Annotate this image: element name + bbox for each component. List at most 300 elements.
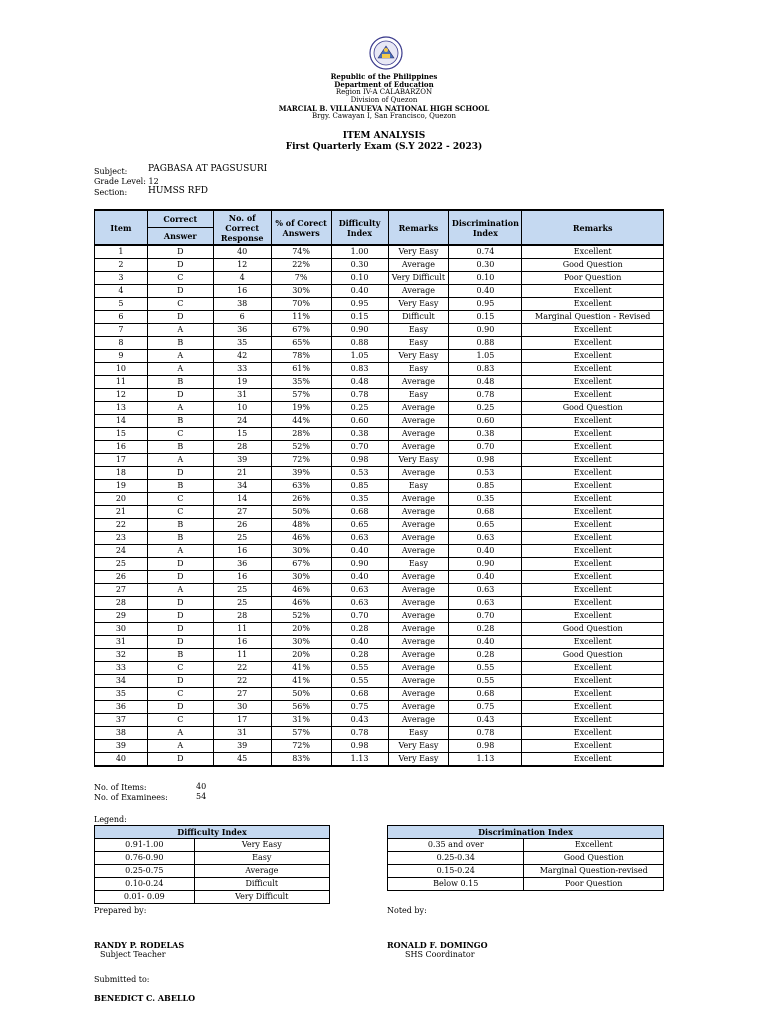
section-label: Section: [94, 188, 128, 197]
subject-label: Subject: [94, 167, 128, 176]
submitted-to-label: Submitted to: [94, 975, 150, 984]
table-row [95, 298, 664, 311]
cell-difficulty: 0.25 [331, 402, 388, 415]
table-row [95, 545, 664, 558]
cell-item: 32 [95, 649, 148, 662]
cell-no-correct: 35 [213, 337, 271, 350]
discrimination-legend-range: 0.15-0.24 [388, 865, 524, 878]
cell-correct-answer: C [147, 428, 213, 441]
col-header-no-correct: No. of Correct Response [213, 210, 271, 245]
cell-percent: 30% [271, 571, 331, 584]
cell-percent: 50% [271, 506, 331, 519]
discrimination-legend-description: Good Question [524, 852, 664, 865]
cell-item: 12 [95, 389, 148, 402]
cell-no-correct: 16 [213, 285, 271, 298]
cell-difficulty: 0.75 [331, 701, 388, 714]
table-row [95, 402, 664, 415]
cell-percent: 28% [271, 428, 331, 441]
cell-no-correct: 16 [213, 636, 271, 649]
table-row [95, 441, 664, 454]
difficulty-legend-range: 0.76-0.90 [95, 852, 195, 865]
cell-item: 39 [95, 740, 148, 753]
cell-remarks: Very Easy [388, 753, 449, 767]
cell-remarks-2: Excellent [522, 636, 664, 649]
cell-percent: 11% [271, 311, 331, 324]
cell-difficulty: 0.55 [331, 662, 388, 675]
cell-no-correct: 21 [213, 467, 271, 480]
table-row [95, 245, 664, 259]
table-row [95, 558, 664, 571]
cell-difficulty: 0.40 [331, 545, 388, 558]
cell-remarks: Average [388, 441, 449, 454]
cell-percent: 57% [271, 389, 331, 402]
table-row [95, 701, 664, 714]
cell-item: 9 [95, 350, 148, 363]
cell-discrimination: 0.53 [449, 467, 522, 480]
col-header-discrimination: Discrimination Index [449, 210, 522, 245]
difficulty-legend-description: Very Easy [194, 839, 329, 852]
difficulty-legend-description: Difficult [194, 878, 329, 891]
cell-remarks-2: Excellent [522, 688, 664, 701]
difficulty-legend-description: Very Difficult [194, 891, 329, 904]
discrimination-legend-range: 0.25-0.34 [388, 852, 524, 865]
cell-remarks-2: Excellent [522, 532, 664, 545]
cell-item: 14 [95, 415, 148, 428]
col-header-correct-bottom: Answer [148, 227, 213, 241]
discrimination-legend-table [387, 825, 664, 891]
cell-discrimination: 0.40 [449, 545, 522, 558]
table-row [95, 675, 664, 688]
cell-correct-answer: B [147, 337, 213, 350]
difficulty-legend-row [95, 852, 330, 865]
cell-item: 22 [95, 519, 148, 532]
subject-value: PAGBASA AT PAGSUSURI [148, 164, 268, 174]
cell-no-correct: 36 [213, 558, 271, 571]
page-subtitle: First Quarterly Exam (S.Y 2022 - 2023) [285, 142, 483, 152]
cell-difficulty: 0.63 [331, 597, 388, 610]
table-row [95, 610, 664, 623]
cell-difficulty: 0.95 [331, 298, 388, 311]
cell-discrimination: 0.55 [449, 675, 522, 688]
difficulty-legend-description: Easy [194, 852, 329, 865]
cell-percent: 20% [271, 623, 331, 636]
cell-no-correct: 45 [213, 753, 271, 767]
cell-difficulty: 0.40 [331, 636, 388, 649]
table-row [95, 272, 664, 285]
cell-correct-answer: D [147, 675, 213, 688]
cell-percent: 30% [271, 545, 331, 558]
cell-discrimination: 0.48 [449, 376, 522, 389]
cell-discrimination: 0.63 [449, 532, 522, 545]
cell-percent: 30% [271, 636, 331, 649]
cell-remarks: Average [388, 649, 449, 662]
noted-by-role: SHS Coordinator [405, 950, 475, 959]
cell-difficulty: 0.55 [331, 675, 388, 688]
cell-difficulty: 0.30 [331, 259, 388, 272]
cell-remarks-2: Excellent [522, 298, 664, 311]
cell-percent: 67% [271, 324, 331, 337]
cell-difficulty: 0.28 [331, 623, 388, 636]
cell-no-correct: 16 [213, 545, 271, 558]
cell-remarks-2: Excellent [522, 571, 664, 584]
cell-no-correct: 28 [213, 441, 271, 454]
header-address: Brgy. Cawayan I, San Francisco, Quezon [312, 112, 456, 120]
cell-item: 38 [95, 727, 148, 740]
cell-percent: 78% [271, 350, 331, 363]
cell-remarks: Average [388, 259, 449, 272]
cell-difficulty: 0.63 [331, 584, 388, 597]
cell-no-correct: 26 [213, 519, 271, 532]
cell-discrimination: 0.60 [449, 415, 522, 428]
cell-difficulty: 0.53 [331, 467, 388, 480]
cell-correct-answer: A [147, 584, 213, 597]
cell-difficulty: 0.90 [331, 558, 388, 571]
table-row [95, 571, 664, 584]
cell-no-correct: 38 [213, 298, 271, 311]
table-row [95, 285, 664, 298]
cell-no-correct: 27 [213, 688, 271, 701]
table-row [95, 311, 664, 324]
cell-difficulty: 0.63 [331, 532, 388, 545]
cell-remarks: Easy [388, 558, 449, 571]
discrimination-legend-range: Below 0.15 [388, 878, 524, 891]
cell-percent: 83% [271, 753, 331, 767]
cell-remarks: Very Easy [388, 454, 449, 467]
cell-item: 23 [95, 532, 148, 545]
cell-difficulty: 0.88 [331, 337, 388, 350]
cell-remarks: Easy [388, 324, 449, 337]
cell-item: 17 [95, 454, 148, 467]
cell-no-correct: 39 [213, 454, 271, 467]
cell-item: 30 [95, 623, 148, 636]
cell-correct-answer: D [147, 558, 213, 571]
cell-item: 31 [95, 636, 148, 649]
cell-item: 13 [95, 402, 148, 415]
cell-correct-answer: B [147, 441, 213, 454]
items-count-value: 40 [196, 782, 207, 791]
cell-percent: 22% [271, 259, 331, 272]
cell-remarks: Average [388, 584, 449, 597]
cell-percent: 46% [271, 597, 331, 610]
cell-difficulty: 0.98 [331, 454, 388, 467]
cell-percent: 70% [271, 298, 331, 311]
difficulty-legend-description: Average [194, 865, 329, 878]
table-row [95, 480, 664, 493]
cell-percent: 46% [271, 584, 331, 597]
col-header-percent: % of Corect Answers [271, 210, 331, 245]
cell-item: 21 [95, 506, 148, 519]
cell-remarks-2: Excellent [522, 727, 664, 740]
cell-remarks: Easy [388, 363, 449, 376]
cell-remarks-2: Excellent [522, 415, 664, 428]
header-region: Region IV-A CALABARZON [335, 88, 433, 96]
cell-item: 33 [95, 662, 148, 675]
cell-no-correct: 31 [213, 389, 271, 402]
cell-no-correct: 25 [213, 584, 271, 597]
cell-correct-answer: D [147, 597, 213, 610]
cell-remarks: Average [388, 402, 449, 415]
cell-no-correct: 16 [213, 571, 271, 584]
cell-discrimination: 0.40 [449, 571, 522, 584]
cell-correct-answer: D [147, 701, 213, 714]
cell-remarks-2: Excellent [522, 753, 664, 767]
cell-item: 2 [95, 259, 148, 272]
cell-no-correct: 31 [213, 727, 271, 740]
col-header-remarks-2: Remarks [522, 210, 664, 245]
cell-correct-answer: A [147, 350, 213, 363]
cell-discrimination: 0.30 [449, 259, 522, 272]
cell-remarks-2: Excellent [522, 363, 664, 376]
cell-remarks: Average [388, 623, 449, 636]
cell-discrimination: 0.38 [449, 428, 522, 441]
cell-no-correct: 6 [213, 311, 271, 324]
cell-item: 29 [95, 610, 148, 623]
cell-remarks: Average [388, 701, 449, 714]
section-value: HUMSS RFD [148, 186, 208, 196]
cell-discrimination: 0.85 [449, 480, 522, 493]
cell-item: 40 [95, 753, 148, 767]
cell-difficulty: 0.68 [331, 688, 388, 701]
cell-correct-answer: D [147, 753, 213, 767]
cell-percent: 31% [271, 714, 331, 727]
cell-correct-answer: C [147, 662, 213, 675]
cell-no-correct: 17 [213, 714, 271, 727]
cell-remarks: Average [388, 467, 449, 480]
cell-difficulty: 0.70 [331, 441, 388, 454]
cell-percent: 44% [271, 415, 331, 428]
table-row [95, 714, 664, 727]
cell-remarks-2: Excellent [522, 467, 664, 480]
table-row [95, 649, 664, 662]
col-header-remarks: Remarks [388, 210, 449, 245]
discrimination-legend-title: Discrimination Index [388, 826, 664, 839]
discrimination-legend-description: Excellent [524, 839, 664, 852]
cell-remarks: Average [388, 493, 449, 506]
cell-remarks: Average [388, 545, 449, 558]
cell-discrimination: 0.75 [449, 701, 522, 714]
cell-discrimination: 0.55 [449, 662, 522, 675]
cell-correct-answer: B [147, 376, 213, 389]
cell-discrimination: 0.35 [449, 493, 522, 506]
discrimination-legend-description: Poor Question [524, 878, 664, 891]
cell-correct-answer: D [147, 571, 213, 584]
cell-item: 1 [95, 245, 148, 259]
cell-no-correct: 11 [213, 649, 271, 662]
cell-difficulty: 0.43 [331, 714, 388, 727]
table-row [95, 584, 664, 597]
cell-remarks: Average [388, 428, 449, 441]
cell-remarks-2: Excellent [522, 324, 664, 337]
cell-item: 27 [95, 584, 148, 597]
cell-remarks-2: Poor Question [522, 272, 664, 285]
header-republic: Republic of the Philippines [330, 72, 438, 81]
cell-percent: 67% [271, 558, 331, 571]
cell-discrimination: 0.28 [449, 649, 522, 662]
cell-item: 18 [95, 467, 148, 480]
cell-discrimination: 0.28 [449, 623, 522, 636]
submitted-to-name: BENEDICT C. ABELLO [94, 993, 196, 1003]
cell-no-correct: 11 [213, 623, 271, 636]
cell-remarks: Very Easy [388, 245, 449, 259]
cell-remarks-2: Excellent [522, 337, 664, 350]
cell-remarks-2: Good Question [522, 649, 664, 662]
cell-remarks-2: Excellent [522, 558, 664, 571]
cell-percent: 61% [271, 363, 331, 376]
cell-item: 24 [95, 545, 148, 558]
cell-difficulty: 0.68 [331, 506, 388, 519]
discrimination-legend-description: Marginal Question-revised [524, 865, 664, 878]
cell-difficulty: 1.13 [331, 753, 388, 767]
cell-remarks: Average [388, 415, 449, 428]
page-title: ITEM ANALYSIS [342, 131, 426, 141]
cell-percent: 56% [271, 701, 331, 714]
cell-percent: 57% [271, 727, 331, 740]
cell-discrimination: 0.63 [449, 584, 522, 597]
difficulty-legend-row [95, 891, 330, 904]
cell-remarks: Very Easy [388, 298, 449, 311]
table-row [95, 623, 664, 636]
cell-correct-answer: A [147, 363, 213, 376]
cell-no-correct: 15 [213, 428, 271, 441]
cell-no-correct: 24 [213, 415, 271, 428]
cell-remarks: Average [388, 662, 449, 675]
table-row [95, 662, 664, 675]
cell-item: 25 [95, 558, 148, 571]
cell-item: 28 [95, 597, 148, 610]
cell-percent: 39% [271, 467, 331, 480]
cell-correct-answer: D [147, 467, 213, 480]
table-row [95, 454, 664, 467]
cell-discrimination: 1.13 [449, 753, 522, 767]
cell-discrimination: 0.98 [449, 740, 522, 753]
cell-discrimination: 0.74 [449, 245, 522, 259]
discrimination-legend-row [388, 865, 664, 878]
table-row [95, 688, 664, 701]
table-row [95, 389, 664, 402]
table-row [95, 467, 664, 480]
cell-no-correct: 28 [213, 610, 271, 623]
cell-item: 34 [95, 675, 148, 688]
cell-no-correct: 4 [213, 272, 271, 285]
examinees-count-label: No. of Examinees: [94, 793, 168, 802]
cell-remarks-2: Excellent [522, 389, 664, 402]
cell-difficulty: 0.48 [331, 376, 388, 389]
cell-remarks: Easy [388, 727, 449, 740]
cell-remarks-2: Excellent [522, 740, 664, 753]
cell-correct-answer: C [147, 272, 213, 285]
cell-percent: 72% [271, 740, 331, 753]
cell-no-correct: 19 [213, 376, 271, 389]
difficulty-legend-range: 0.25-0.75 [95, 865, 195, 878]
cell-no-correct: 22 [213, 675, 271, 688]
col-header-correct-top: Correct [163, 214, 198, 224]
cell-percent: 20% [271, 649, 331, 662]
table-row [95, 740, 664, 753]
discrimination-legend-row [388, 839, 664, 852]
cell-difficulty: 0.35 [331, 493, 388, 506]
cell-correct-answer: C [147, 493, 213, 506]
cell-percent: 26% [271, 493, 331, 506]
cell-no-correct: 10 [213, 402, 271, 415]
difficulty-legend-range: 0.91-1.00 [95, 839, 195, 852]
cell-discrimination: 0.88 [449, 337, 522, 350]
prepared-by-role: Subject Teacher [100, 950, 166, 959]
cell-correct-answer: D [147, 259, 213, 272]
cell-remarks: Easy [388, 480, 449, 493]
cell-remarks-2: Excellent [522, 597, 664, 610]
examinees-count-value: 54 [196, 792, 207, 801]
table-row [95, 597, 664, 610]
table-row [95, 727, 664, 740]
cell-item: 5 [95, 298, 148, 311]
cell-remarks: Easy [388, 337, 449, 350]
cell-discrimination: 0.65 [449, 519, 522, 532]
cell-remarks: Very Easy [388, 350, 449, 363]
item-analysis-table [94, 209, 664, 767]
table-row [95, 753, 664, 767]
items-count-label: No. of Items: [94, 783, 147, 792]
cell-correct-answer: D [147, 636, 213, 649]
cell-correct-answer: A [147, 740, 213, 753]
cell-percent: 46% [271, 532, 331, 545]
cell-item: 15 [95, 428, 148, 441]
table-row [95, 337, 664, 350]
cell-remarks: Average [388, 532, 449, 545]
header-division: Division of Quezon [350, 96, 418, 104]
cell-no-correct: 34 [213, 480, 271, 493]
header-department: Department of Education [334, 80, 434, 89]
cell-no-correct: 36 [213, 324, 271, 337]
cell-discrimination: 0.90 [449, 324, 522, 337]
cell-remarks-2: Excellent [522, 701, 664, 714]
grade-level: Grade Level: 12 [94, 177, 159, 186]
cell-difficulty: 0.78 [331, 389, 388, 402]
cell-difficulty: 0.90 [331, 324, 388, 337]
deped-seal-logo [369, 36, 403, 70]
cell-difficulty: 0.78 [331, 727, 388, 740]
cell-remarks-2: Good Question [522, 623, 664, 636]
cell-discrimination: 0.70 [449, 610, 522, 623]
cell-remarks-2: Excellent [522, 454, 664, 467]
cell-item: 8 [95, 337, 148, 350]
cell-remarks: Average [388, 597, 449, 610]
cell-percent: 48% [271, 519, 331, 532]
cell-percent: 41% [271, 662, 331, 675]
cell-percent: 72% [271, 454, 331, 467]
cell-remarks-2: Marginal Question - Revised [522, 311, 664, 324]
cell-item: 16 [95, 441, 148, 454]
cell-remarks-2: Excellent [522, 480, 664, 493]
cell-item: 35 [95, 688, 148, 701]
cell-discrimination: 0.83 [449, 363, 522, 376]
cell-correct-answer: D [147, 245, 213, 259]
cell-remarks: Average [388, 376, 449, 389]
cell-discrimination: 0.43 [449, 714, 522, 727]
table-row [95, 259, 664, 272]
cell-difficulty: 0.60 [331, 415, 388, 428]
table-row [95, 324, 664, 337]
cell-percent: 19% [271, 402, 331, 415]
cell-percent: 7% [271, 272, 331, 285]
cell-item: 20 [95, 493, 148, 506]
cell-remarks-2: Excellent [522, 350, 664, 363]
cell-no-correct: 22 [213, 662, 271, 675]
cell-difficulty: 0.40 [331, 571, 388, 584]
difficulty-legend-row [95, 878, 330, 891]
cell-item: 7 [95, 324, 148, 337]
cell-difficulty: 0.65 [331, 519, 388, 532]
cell-correct-answer: C [147, 714, 213, 727]
